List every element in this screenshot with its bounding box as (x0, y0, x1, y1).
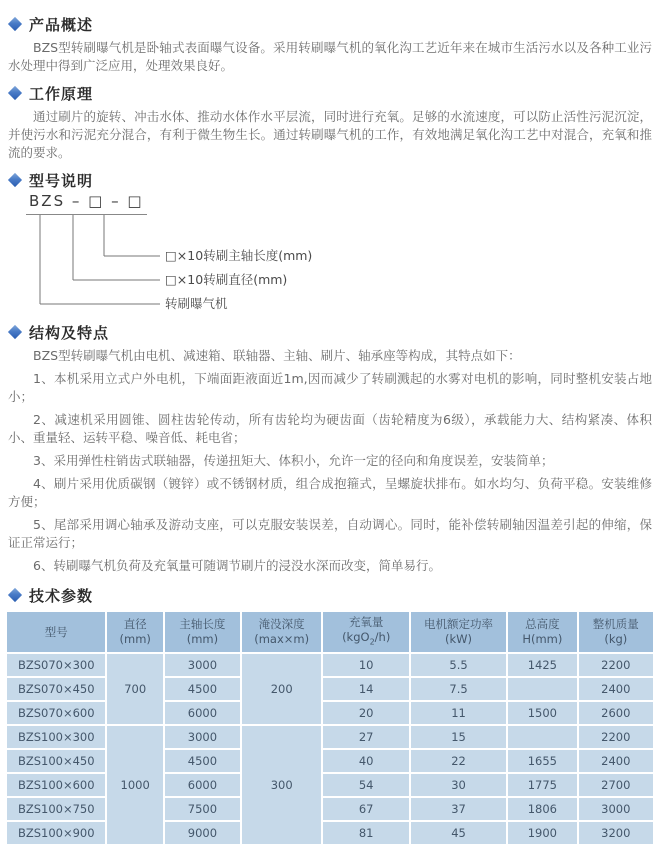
cell-model: BZS100×750 (6, 797, 106, 821)
feature-item-6: 6、转刷曝气机负荷及充氧量可随调节刷片的浸没水深而改变，简单易行。 (33, 558, 441, 573)
cell-shaft: 3000 (164, 653, 241, 677)
cell-diameter-group1: 700 (106, 653, 163, 725)
col-header-power: 电机额定功率 (kW) (410, 611, 507, 653)
feature-item-3: 3、采用弹性柱销齿式联轴器，传递扭矩大、体积小，允许一定的径向和角度误差，安装简单； (33, 453, 554, 468)
feature-item-4: 4、刷片采用优质碳钢（镀锌）或不锈钢材质，组合成抱箍式，呈螺旋状排布。如水均匀、负荷平稳。安装维修方便； (8, 476, 652, 509)
col-header-oxygen: 充氧量 (kgO$_2$/h) (322, 611, 409, 653)
cell-power: 5.5 (410, 653, 507, 677)
model-code-text: BZS – □ – □ (26, 192, 147, 215)
cell-shaft: 6000 (164, 701, 241, 725)
cell-shaft: 3000 (164, 725, 241, 749)
cell-weight: 2700 (578, 773, 654, 797)
col-header-shaft-length: 主轴长度 (mm) (164, 611, 241, 653)
cell-oxygen: 10 (322, 653, 409, 677)
col-header-model: 型号 (6, 611, 106, 653)
section-title-structure: 结构及特点 (29, 323, 110, 342)
diamond-bullet-icon (8, 325, 22, 339)
table-row (6, 773, 654, 797)
spec-table-container (5, 610, 655, 846)
cell-height: 1425 (507, 653, 577, 677)
cell-shaft: 7500 (164, 797, 241, 821)
section-title-principle: 工作原理 (29, 84, 94, 103)
table-row (6, 821, 654, 845)
principle-paragraph: 通过刷片的旋转、冲击水体、推动水体作水平层流，同时进行充氧。足够的水流速度，可以防止活性污泥沉淀，并使污水和污泥充分混合，有利于微生物生长。通过转刷曝气机的工作，有效地满足氧化沟工艺中对混合，充氧和推流的要求。 (8, 109, 652, 160)
cell-height: 1500 (507, 701, 577, 725)
table-row (6, 725, 654, 749)
section-header-specs (8, 585, 660, 605)
cell-model: BZS100×900 (6, 821, 106, 845)
col-header-depth: 淹没深度 (max×m) (241, 611, 323, 653)
spec-table (5, 610, 655, 846)
cell-shaft: 6000 (164, 773, 241, 797)
cell-shaft: 9000 (164, 821, 241, 845)
cell-oxygen: 40 (322, 749, 409, 773)
diamond-bullet-icon (8, 17, 22, 31)
cell-power: 30 (410, 773, 507, 797)
table-row (6, 677, 654, 701)
cell-oxygen: 54 (322, 773, 409, 797)
diagram-label-shaft-length: □×10转刷主轴长度(mm) (165, 248, 313, 263)
structure-intro: BZS型转刷曝气机由电机、减速箱、联轴器、主轴、刷片、轴承座等构成，其特点如下： (33, 348, 521, 363)
table-row (6, 797, 654, 821)
cell-power: 7.5 (410, 677, 507, 701)
table-row (6, 701, 654, 725)
cell-weight: 2400 (578, 749, 654, 773)
cell-model: BZS070×450 (6, 677, 106, 701)
cell-power: 22 (410, 749, 507, 773)
cell-weight: 2200 (578, 725, 654, 749)
overview-paragraph: BZS型转刷曝气机是卧轴式表面曝气设备。采用转刷曝气机的氧化沟工艺近年来在城市生活污水以及各种工业污水处理中得到广泛应用，处理效果良好。 (8, 40, 652, 73)
section-header-principle (8, 83, 660, 103)
section-header-structure (8, 322, 660, 342)
cell-model: BZS070×600 (6, 701, 106, 725)
cell-height (507, 677, 577, 701)
cell-weight: 2600 (578, 701, 654, 725)
feature-item-5: 5、尾部采用调心轴承及游动支座，可以克服安装误差，自动调心。同时，能补偿转刷轴因温差引起的伸缩，保证正常运行； (8, 517, 652, 550)
cell-height: 1900 (507, 821, 577, 845)
section-header-model (8, 170, 660, 190)
cell-power: 45 (410, 821, 507, 845)
cell-model: BZS100×600 (6, 773, 106, 797)
col-header-diameter: 直径 (mm) (106, 611, 163, 653)
col-header-height: 总高度 H(mm) (507, 611, 577, 653)
cell-oxygen: 14 (322, 677, 409, 701)
cell-height: 1806 (507, 797, 577, 821)
cell-height: 1655 (507, 749, 577, 773)
cell-power: 37 (410, 797, 507, 821)
section-title-model: 型号说明 (29, 171, 94, 190)
section-header-overview (8, 14, 660, 34)
table-row (6, 653, 654, 677)
cell-weight: 3000 (578, 797, 654, 821)
cell-weight: 3200 (578, 821, 654, 845)
section-title-overview: 产品概述 (29, 15, 94, 34)
cell-height (507, 725, 577, 749)
cell-power: 11 (410, 701, 507, 725)
feature-item-1: 1、本机采用立式户外电机，下端面距液面近1m,因而减少了转刷溅起的水雾对电机的影响，同时整机安装占地小； (8, 371, 652, 404)
diagram-label-diameter: □×10转刷直径(mm) (165, 272, 288, 287)
cell-depth-group2: 300 (241, 725, 323, 845)
section-title-specs: 技术参数 (29, 586, 94, 605)
cell-oxygen: 81 (322, 821, 409, 845)
cell-oxygen: 27 (322, 725, 409, 749)
diagram-label-name: 转刷曝气机 (165, 296, 228, 311)
diamond-bullet-icon (8, 173, 22, 187)
cell-oxygen: 20 (322, 701, 409, 725)
table-row (6, 749, 654, 773)
cell-power: 15 (410, 725, 507, 749)
model-number-diagram (0, 192, 660, 314)
diamond-bullet-icon (8, 86, 22, 100)
cell-weight: 2400 (578, 677, 654, 701)
cell-model: BZS100×450 (6, 749, 106, 773)
col-header-weight: 整机质量 (kg) (578, 611, 654, 653)
cell-diameter-group2: 1000 (106, 725, 163, 845)
feature-item-2: 2、减速机采用圆锥、圆柱齿轮传动，所有齿轮均为硬齿面（齿轮精度为6级），承载能力大、结构紧凑、体积小、重量轻、运转平稳、噪音低、耗电省； (8, 412, 652, 445)
cell-shaft: 4500 (164, 677, 241, 701)
cell-model: BZS100×300 (6, 725, 106, 749)
cell-weight: 2200 (578, 653, 654, 677)
cell-model: BZS070×300 (6, 653, 106, 677)
cell-oxygen: 67 (322, 797, 409, 821)
cell-height: 1775 (507, 773, 577, 797)
table-header-row (6, 611, 654, 653)
cell-shaft: 4500 (164, 749, 241, 773)
diamond-bullet-icon (8, 588, 22, 602)
cell-depth-group1: 200 (241, 653, 323, 725)
